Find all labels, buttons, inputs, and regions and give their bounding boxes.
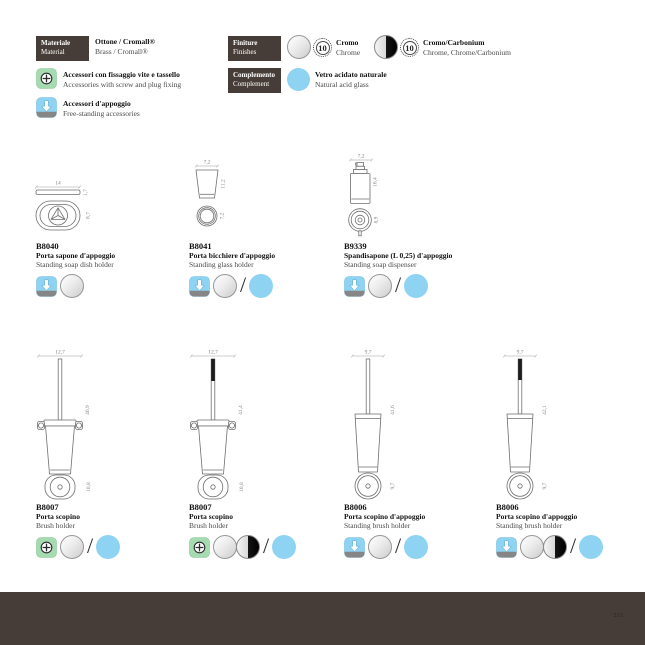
product-info: [183, 503, 335, 530]
dim-height: 41,4: [238, 405, 244, 415]
chrome-carbonium-label-en: Chrome, Chrome/Carbonium: [423, 47, 511, 57]
product-name-en: Standing soap dish holder: [36, 260, 114, 269]
finish-separator: /: [395, 272, 402, 297]
free-standing-icon: [189, 276, 210, 297]
glass-complement-icon: [96, 535, 120, 559]
finishes-label-it: Finiture: [233, 39, 258, 47]
product-name-en: Standing brush holder: [496, 521, 563, 530]
product-name-en: Standing soap dispenser: [344, 260, 417, 269]
finishes-label-box: [228, 36, 281, 61]
product-badges: [183, 274, 335, 298]
product-code: B8040: [36, 241, 59, 251]
chrome-carbonium-swatch-icon: [374, 35, 398, 59]
product-code: B8006: [344, 502, 367, 512]
product-info: [338, 242, 490, 269]
product-name-en: Standing glass holder: [189, 260, 254, 269]
chrome-carbonium-finish-icon: [543, 535, 567, 559]
guarantee-badge-icon: 10: [400, 38, 419, 57]
chrome-finish-icon: [520, 535, 544, 559]
product-name-en: Brush holder: [189, 521, 228, 530]
dim-height: 1,7: [83, 189, 89, 196]
product-badges: [30, 274, 182, 298]
chrome-finish-icon: [368, 535, 392, 559]
product-card-b9339: [338, 152, 490, 298]
technical-drawing-soap-dispenser: [338, 152, 448, 239]
page-number: 233: [613, 612, 623, 619]
dim-height: 41,6: [390, 405, 396, 415]
product-card-b8041: [183, 157, 335, 298]
product-info: [490, 503, 642, 530]
technical-drawing-brush-holder: [30, 348, 140, 500]
chrome-swatch-icon: [287, 35, 311, 59]
product-info: [183, 242, 335, 269]
dim-height: 42,1: [542, 405, 548, 415]
dim-width: 12,7: [55, 349, 65, 356]
finishes-label-en: Finishes: [233, 48, 257, 56]
technical-drawing-standing-brush-holder: [338, 348, 448, 500]
product-code: B8006: [496, 502, 519, 512]
free-standing-icon: [36, 276, 57, 297]
dim-width: 7,2: [203, 159, 211, 166]
product-info: [30, 242, 182, 269]
product-badges: [338, 535, 490, 559]
chrome-finish-icon: [213, 535, 237, 559]
free-standing-icon: [344, 276, 365, 297]
screw-fixing-icon: [36, 537, 57, 558]
product-card-b8007-chrome: [30, 348, 182, 559]
finish-separator: /: [570, 533, 577, 558]
dim-height: 11,2: [220, 179, 227, 189]
product-code: B8041: [189, 241, 212, 251]
dim-height: 16,4: [372, 177, 379, 187]
product-name-it: Porta bicchiere d'appoggio: [189, 251, 276, 260]
glass-complement-icon: [249, 274, 273, 298]
guarantee-badge-icon: 10: [313, 38, 332, 57]
dim-depth: 9,7: [542, 482, 548, 490]
footer-bar: [0, 592, 645, 645]
chrome-carbonium-label-it: Cromo/Carbonium: [423, 38, 485, 47]
finish-separator: /: [240, 272, 247, 297]
dim-width: 7,2: [357, 153, 365, 160]
technical-drawing-brush-holder: [183, 348, 293, 500]
chrome-finish-icon: [60, 535, 84, 559]
complement-label-it: Complemento: [233, 71, 275, 79]
chrome-finish-label: [336, 38, 360, 57]
complement-label-en: Complement: [233, 80, 270, 88]
screw-fixing-label-en: Accessories with screw and plug fixing: [63, 79, 182, 89]
product-name-it: Porta sapone d'appoggio: [36, 251, 116, 260]
dim-width: 9,7: [364, 349, 372, 356]
finish-separator: /: [263, 533, 270, 558]
acid-glass-swatch-icon: [287, 68, 310, 91]
dim-height: 40,9: [85, 405, 91, 415]
product-badges: [183, 535, 335, 559]
finish-separator: /: [87, 533, 94, 558]
free-standing-label: [63, 99, 140, 118]
free-standing-label-en: Free-standing accessories: [63, 108, 140, 118]
product-info: [30, 503, 182, 530]
technical-drawing-standing-brush-holder: [490, 348, 600, 500]
dim-depth: 8,9: [373, 216, 380, 224]
screw-fixing-icon: [189, 537, 210, 558]
product-code: B8007: [189, 502, 212, 512]
product-card-b8006-carbonium: [490, 348, 642, 559]
dim-depth: 9,7: [390, 482, 396, 490]
product-card-b8006-chrome: [338, 348, 490, 559]
chrome-label-en: Chrome: [336, 47, 361, 57]
free-standing-icon: [344, 537, 365, 558]
technical-drawing-soap-dish: [30, 157, 140, 239]
dim-depth: 10,8: [239, 482, 245, 492]
free-standing-icon: [496, 537, 517, 558]
chrome-finish-icon: [368, 274, 392, 298]
material-label-en: Material: [41, 48, 65, 56]
free-standing-label-it: Accessori d'appoggio: [63, 99, 131, 108]
complement-label-box: [228, 68, 281, 93]
glass-complement-icon: [579, 535, 603, 559]
product-name-it: Porta scopino: [36, 512, 80, 521]
chrome-finish-icon: [213, 274, 237, 298]
material-label-it: Materiale: [41, 39, 71, 47]
dim-width: 9,7: [516, 349, 524, 356]
product-name-it: Porta scopino d'appoggio: [496, 512, 578, 521]
product-name-it: Spandisapone (L 0,25) d'appoggio: [344, 251, 453, 260]
chrome-finish-icon: [60, 274, 84, 298]
technical-drawing-glass-holder: [183, 157, 293, 239]
chrome-carbonium-finish-label: [423, 38, 511, 57]
product-name-it: Porta scopino d'appoggio: [344, 512, 426, 521]
product-name-en: Brush holder: [36, 521, 75, 530]
product-card-b8007-carbonium: [183, 348, 335, 559]
chrome-label-it: Cromo: [336, 38, 359, 47]
glass-complement-icon: [272, 535, 296, 559]
free-standing-icon: [36, 97, 57, 118]
material-value: [95, 37, 155, 56]
product-badges: [490, 535, 642, 559]
screw-fixing-label-it: Accessori con fissaggio vite e tassello: [63, 70, 180, 79]
product-code: B8007: [36, 502, 59, 512]
product-name-en: Standing brush holder: [344, 521, 411, 530]
glass-complement-icon: [404, 274, 428, 298]
material-label-box: [36, 36, 89, 61]
dim-depth: 8,7: [85, 212, 92, 219]
screw-fixing-icon: [36, 68, 57, 89]
glass-complement-icon: [404, 535, 428, 559]
product-card-b8040: [30, 157, 182, 298]
dim-depth: 10,8: [86, 482, 92, 492]
finish-separator: /: [395, 533, 402, 558]
dim-depth: 7,2: [219, 212, 226, 220]
material-value-it: Ottone / Cromall®: [95, 37, 156, 46]
screw-fixing-label: [63, 70, 181, 89]
acid-glass-label-it: Vetro acidato naturale: [315, 70, 387, 79]
product-badges: [30, 535, 182, 559]
dim-width: 12,7: [208, 349, 218, 356]
dim-width: 14: [55, 180, 61, 187]
product-badges: [338, 274, 490, 298]
material-value-en: Brass / Cromall®: [95, 46, 148, 56]
product-code: B9339: [344, 241, 367, 251]
acid-glass-label: [315, 70, 387, 89]
product-name-it: Porta scopino: [189, 512, 233, 521]
chrome-carbonium-finish-icon: [236, 535, 260, 559]
product-info: [338, 503, 490, 530]
acid-glass-label-en: Natural acid glass: [315, 79, 369, 89]
